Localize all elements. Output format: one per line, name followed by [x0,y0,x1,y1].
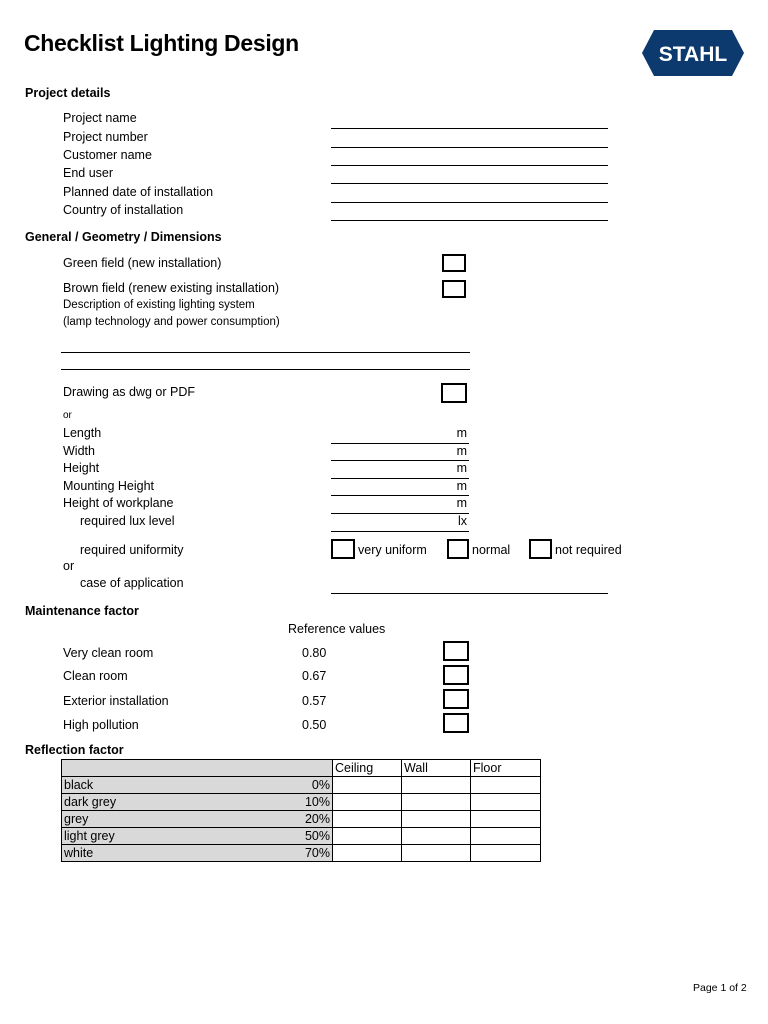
surface-percent: 50% [304,829,330,843]
customer-name-label: Customer name [63,148,152,162]
floor-input-cell[interactable] [471,811,541,828]
green-field-label: Green field (new installation) [63,256,222,270]
surface-percent: 10% [304,795,330,809]
not-required-label: not required [555,543,622,557]
normal-label: normal [472,543,511,557]
table-row [62,811,541,828]
maintenance-row-value: 0.50 [302,718,327,732]
maintenance-row-label: Clean room [63,669,128,683]
table-row [62,828,541,845]
very-clean-room-checkbox[interactable] [443,641,469,661]
maintenance-row-value: 0.57 [302,694,327,708]
width-label: Width [63,444,95,458]
project-name-field[interactable] [331,128,608,129]
ceiling-header: Ceiling [333,760,402,777]
wall-input-cell[interactable] [402,794,471,811]
mounting-height-unit: m [456,479,467,493]
width-unit: m [456,444,467,458]
description-line-1[interactable] [61,352,470,353]
surface-cell [62,794,333,811]
height-label: Height [63,461,100,475]
ceiling-input-cell[interactable] [333,845,402,862]
wall-header: Wall [402,760,471,777]
or-label-2: or [63,559,75,573]
workplane-height-unit: m [456,496,467,510]
project-number-label: Project number [63,130,148,144]
table-row [62,777,541,794]
normal-checkbox[interactable] [447,539,469,559]
not-required-checkbox[interactable] [529,539,552,559]
surface-name: black [64,778,94,792]
customer-name-field[interactable] [331,165,608,166]
description-label-1: Description of existing lighting system [63,299,255,311]
floor-input-cell[interactable] [471,777,541,794]
geometry-heading: General / Geometry / Dimensions [25,230,222,244]
maintenance-row-label: Very clean room [63,646,154,660]
length-unit: m [456,426,467,440]
end-user-field[interactable] [331,183,608,184]
case-of-application-label: case of application [80,576,184,590]
planned-date-field[interactable] [331,202,608,203]
drawing-checkbox[interactable] [441,383,467,403]
reference-values-header: Reference values [288,622,386,636]
surface-name: grey [64,812,89,826]
brown-field-checkbox[interactable] [442,280,466,298]
empty-header-cell [62,760,333,777]
lux-level-field[interactable] [331,531,469,532]
maintenance-row-label: High pollution [63,718,139,732]
table-header-row [62,760,541,777]
clean-room-checkbox[interactable] [443,665,469,685]
planned-date-label: Planned date of installation [63,185,214,199]
wall-input-cell[interactable] [402,845,471,862]
mounting-height-label: Mounting Height [63,479,155,493]
surface-cell [62,845,333,862]
very-uniform-label: very uniform [358,543,427,557]
maintenance-row-value: 0.80 [302,646,327,660]
surface-cell [62,811,333,828]
logo-text: STAHL [658,43,728,66]
project-number-field[interactable] [331,147,608,148]
drawing-label: Drawing as dwg or PDF [63,385,195,399]
green-field-checkbox[interactable] [442,254,466,272]
surface-name: light grey [64,829,115,843]
surface-name: white [64,846,94,860]
workplane-height-label: Height of workplane [63,496,174,510]
stahl-logo [642,30,744,76]
floor-input-cell[interactable] [471,845,541,862]
reflection-table [61,759,541,862]
uniformity-label: required uniformity [80,543,184,557]
surface-name: dark grey [64,795,117,809]
page-number: Page 1 of 2 [693,982,747,994]
reflection-heading: Reflection factor [25,743,124,757]
surface-percent: 70% [304,846,330,860]
end-user-label: End user [63,166,114,180]
ceiling-input-cell[interactable] [333,794,402,811]
wall-input-cell[interactable] [402,777,471,794]
project-name-label: Project name [63,111,137,125]
ceiling-input-cell[interactable] [333,811,402,828]
page-title: Checklist Lighting Design [24,30,299,56]
lux-level-unit: lx [457,514,467,528]
surface-cell [62,777,333,794]
ceiling-input-cell[interactable] [333,777,402,794]
floor-input-cell[interactable] [471,794,541,811]
length-label: Length [63,426,102,440]
case-of-application-field[interactable] [331,593,608,594]
table-row [62,845,541,862]
brown-field-label: Brown field (renew existing installation) [63,281,280,295]
country-field[interactable] [331,220,608,221]
floor-input-cell[interactable] [471,828,541,845]
maintenance-heading: Maintenance factor [25,604,139,618]
country-label: Country of installation [63,203,184,217]
height-unit: m [456,461,467,475]
very-uniform-checkbox[interactable] [331,539,355,559]
floor-header: Floor [471,760,541,777]
surface-percent: 0% [311,778,330,792]
maintenance-row-label: Exterior installation [63,694,169,708]
maintenance-row-value: 0.67 [302,669,327,683]
surface-cell [62,828,333,845]
surface-percent: 20% [304,812,330,826]
wall-input-cell[interactable] [402,828,471,845]
project-details-heading: Project details [25,86,111,100]
ceiling-input-cell[interactable] [333,828,402,845]
or-label-1: or [63,410,72,421]
lux-level-label: required lux level [80,514,175,528]
wall-input-cell[interactable] [402,811,471,828]
description-line-2[interactable] [61,369,470,370]
description-label-2: (lamp technology and power consumption) [63,316,280,328]
high-pollution-checkbox[interactable] [443,713,469,733]
table-row [62,794,541,811]
exterior-installation-checkbox[interactable] [443,689,469,709]
